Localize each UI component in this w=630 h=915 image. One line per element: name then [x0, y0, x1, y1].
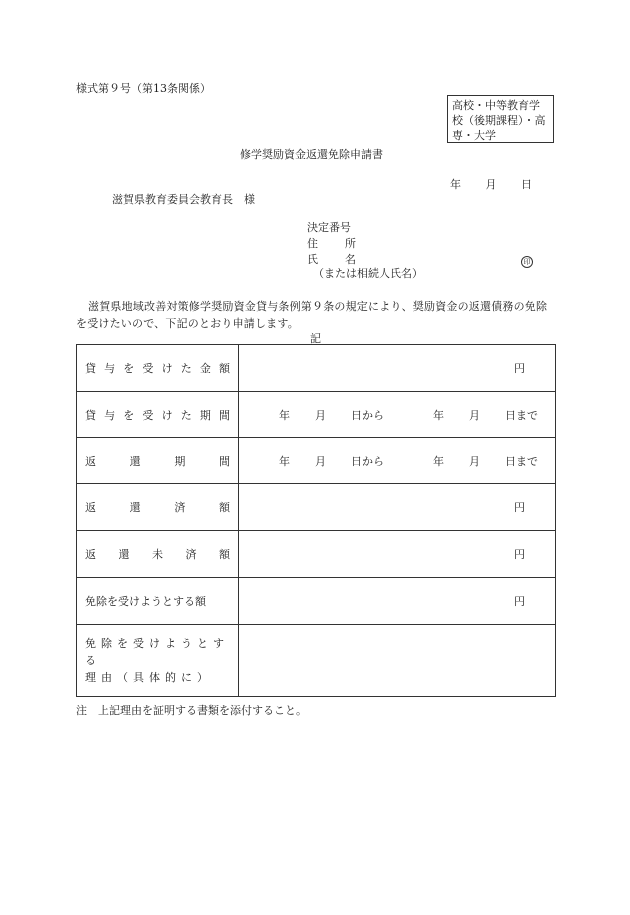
- label-char: 返: [85, 548, 96, 561]
- table-row: [77, 392, 556, 438]
- label-char: た: [180, 408, 192, 422]
- label-char: 済: [174, 501, 186, 514]
- form-number: 様式第９号（第13条関係）: [76, 82, 211, 95]
- label-char: 還: [129, 454, 141, 468]
- date-year: 年: [450, 178, 461, 191]
- label-char: 返: [85, 454, 96, 468]
- label-char: け: [161, 408, 173, 422]
- to-year: 年: [433, 454, 444, 468]
- repaid-amount-field[interactable]: [239, 484, 556, 531]
- row-label-exemption-reason: [77, 625, 239, 697]
- date-month: 月: [485, 178, 497, 191]
- yen-unit: 円: [514, 501, 525, 514]
- table-row: [77, 578, 556, 625]
- address-label-2: 所: [345, 237, 356, 250]
- label-char: 額: [218, 501, 230, 514]
- label-char: 期: [199, 408, 211, 422]
- document-title: 修学奨励資金返還免除申請書: [240, 148, 383, 161]
- table-row: [77, 625, 556, 697]
- exemption-amount-field[interactable]: [239, 578, 556, 625]
- yen-unit: 円: [514, 548, 525, 561]
- name-label: [307, 253, 356, 267]
- loan-amount-field[interactable]: [239, 345, 556, 392]
- loan-period-field[interactable]: [239, 392, 556, 438]
- addressee: 滋賀県教育委員会教育長 様: [112, 193, 255, 206]
- footnote: 注 上記理由を証明する書類を添付すること。: [76, 704, 307, 717]
- address-label: [307, 237, 356, 251]
- label-char: 額: [218, 362, 230, 375]
- table-row: [77, 438, 556, 484]
- repayment-period-field[interactable]: [239, 438, 556, 484]
- yen-unit: 円: [514, 362, 525, 375]
- to-month: 月: [469, 408, 480, 422]
- label-char: 与: [104, 362, 116, 375]
- heir-name-note: （または相続人氏名）: [313, 267, 423, 280]
- label-char: 還: [118, 548, 130, 561]
- name-label-1: 氏: [307, 253, 318, 266]
- date-day: 日: [521, 178, 532, 191]
- date-line: [450, 178, 532, 192]
- from-suffix: 日から: [351, 454, 384, 468]
- label-char: 貸: [85, 408, 96, 422]
- decision-number-label: 決定番号: [307, 221, 351, 234]
- school-type-box: 高校・中等教育学校（後期課程）・高専・大学: [447, 95, 554, 143]
- seal-icon: 印: [521, 256, 533, 268]
- label-char: 済: [185, 548, 197, 561]
- ki-heading: 記: [310, 332, 321, 345]
- row-label-repaid-amount: [77, 484, 239, 531]
- label-char: た: [180, 362, 192, 375]
- label-char: を: [123, 408, 135, 422]
- to-year: 年: [433, 408, 444, 422]
- reason-label-line1: 免除を受けようとする: [85, 637, 229, 667]
- table-row: [77, 345, 556, 392]
- label-char: け: [161, 362, 173, 375]
- row-label-repayment-period: [77, 438, 239, 484]
- application-table: [76, 344, 556, 697]
- row-label-exemption-amount: [77, 578, 239, 625]
- to-month: 月: [469, 454, 480, 468]
- row-label-loan-period: [77, 392, 239, 438]
- label-char: 返: [85, 501, 96, 514]
- label-char: 期: [174, 454, 186, 468]
- application-statement: 滋賀県地域改善対策修学奨励資金貸与条例第９条の規定により、奨励資金の返還債務の免除を受けたいので、下記のとおり申請します。: [76, 300, 548, 330]
- label-char: 受: [142, 408, 154, 422]
- to-suffix: 日まで: [505, 408, 538, 422]
- unpaid-amount-field[interactable]: [239, 531, 556, 578]
- label-char: 額: [219, 548, 230, 561]
- from-month: 月: [315, 454, 326, 468]
- from-month: 月: [315, 408, 326, 422]
- row-label-loan-amount: [77, 345, 239, 392]
- table-row: [77, 531, 556, 578]
- from-year: 年: [279, 408, 290, 422]
- address-label-1: 住: [307, 237, 318, 250]
- label-char: 未: [152, 548, 163, 561]
- reason-value: [239, 625, 555, 696]
- from-year: 年: [279, 454, 290, 468]
- label-char: 間: [218, 408, 230, 422]
- label-char: を: [123, 362, 135, 375]
- reason-label-line2: 理由（具体的に）: [85, 671, 213, 684]
- table-row: [77, 484, 556, 531]
- from-suffix: 日から: [351, 408, 384, 422]
- label-char: 与: [104, 408, 116, 422]
- label-text: 免除を受けようとする額: [85, 595, 206, 608]
- label-char: 貸: [85, 362, 96, 375]
- yen-unit: 円: [514, 595, 525, 608]
- label-char: 金: [199, 362, 211, 375]
- label-char: 還: [129, 501, 141, 514]
- label-char: 受: [142, 362, 154, 375]
- name-label-2: 名: [345, 253, 356, 266]
- to-suffix: 日まで: [505, 454, 538, 468]
- label-char: 間: [218, 454, 230, 468]
- row-label-unpaid-amount: [77, 531, 239, 578]
- exemption-reason-field[interactable]: [239, 625, 556, 697]
